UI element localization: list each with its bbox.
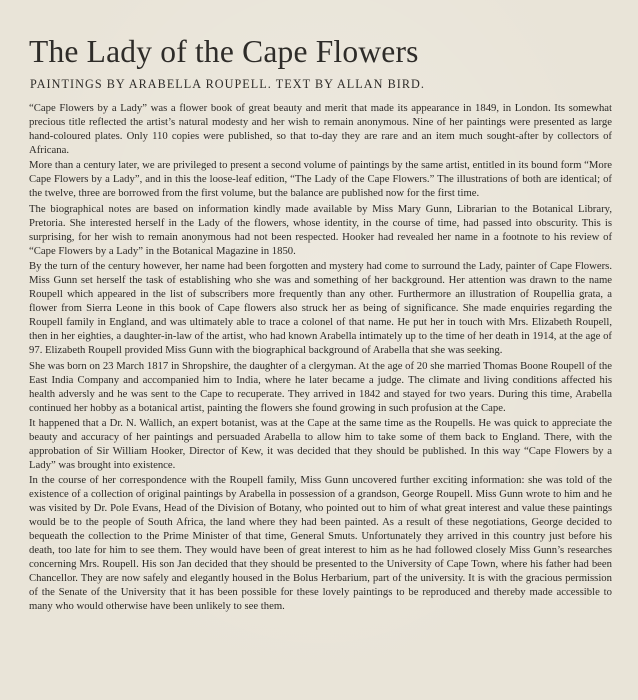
paragraph: “Cape Flowers by a Lady” was a flower book of great beauty and merit that made its appearance in 1849, in London. Its somewhat precious title reflected the artist’s natural modesty and her wish to remain anonymous. Nine of her paintings were presented as large hand-coloured plates. Only 110 copies were published, so that to-day they are rare and an item much sought-after by collectors of Africana.: [29, 102, 612, 156]
byline: PAINTINGS BY ARABELLA ROUPELL. TEXT BY ALLAN BIRD.: [30, 77, 426, 91]
paragraph: In the course of her correspondence with the Roupell family, Miss Gunn uncovered further exciting information: she was told of the existence of a collection of original paintings by Arabella in possession of a grandson, George Roupell. Miss Gunn wrote to him and he was visited by Dr. Pole Evans, Head of the Division of Botany, who pointed out to him of what great interest and value these paintings would be to the people of South Africa, the land where they had been painted. As a result of these negotiations, George decided to bequeath the collection to the Prime Minister of that time, General Smuts. Unfortunately they arrived in this country just before his death, too late for him to see them. They would have been of great interest to him as he had followed closely Miss Gunn’s researches concerning Mrs. Roupell. His son Jan decided that they should be presented to the University of Cape Town, where his father had been Chancellor. They are now safely and elegantly housed in the Bolus Herbarium, part of the university. It is with the gracious permission of the Senate of the University that it has been possible for these lovely paintings to be reproduced and thereby made accessible to many who would otherwise have been unlikely to see them.: [29, 474, 612, 613]
paragraph: She was born on 23 March 1817 in Shropshire, the daughter of a clergyman. At the age of 20 she married Thomas Boone Roupell of the East India Company and accompanied him to India, where he later became a judge. The climate and living conditions affected his health adversly and he was sent to the Cape to recuperate. They arrived in 1842 and stayed for two years. During this time, Arabella continued her hobby as a botanical artist, painting the flowers she found growing in such profusion at the Cape.: [29, 359, 612, 414]
page-title: The Lady of the Cape Flowers: [29, 34, 419, 69]
paragraph: By the turn of the century however, her name had been forgotten and mystery had come to surround the Lady, painter of Cape Flowers. Miss Gunn set herself the task of establishing who she was and something of her background. Her attention was drawn to the name Roupell which appeared in the list of subscribers more frequently than any other. Furthermore an illustration of Roupellia grata, a flower from Sierra Leone in this book of Cape flowers also struck her as being of significance. She made enquiries regarding the Roupell family in England, and was ultimately able to trace a colonel of that name. He put her in touch with Mrs. Elizabeth Roupell, then in her eighties, a daughter-in-law of the artist, who had known Arabella intimately up to the time of her death in 1914, at the age of 97. Elizabeth Roupell provided Miss Gunn with the biographical background of Arabella that she was seeking.: [29, 260, 612, 357]
paragraph: More than a century later, we are privileged to present a second volume of paintings by the same artist, entitled in its bound form “More Cape Flowers by a Lady”, and in this the loose-leaf edition, “The Lady of the Cape Flowers.” The illustrations of both are identical; of the twelve, three are borrowed from the first volume, but the balance are published now for the first time.: [29, 159, 612, 200]
paragraph: It happened that a Dr. N. Wallich, an expert botanist, was at the Cape at the same time as the Roupells. He was quick to appreciate the beauty and accuracy of her paintings and persuaded Arabella to allow him to take some of them back to England. There, with the approbation of Sir William Hooker, Director of Kew, it was decided that they should be published. In this way “Cape Flowers by a Lady” was brought into existence.: [29, 416, 612, 471]
body-text: [29, 101, 612, 613]
paragraph: The biographical notes are based on information kindly made available by Miss Mary Gunn, Librarian to the Botanical Library, Pretoria. She interested herself in the Lady of the flowers, whose identity, in the course of time, had passed into obscurity. This is surprising, for her wish to remain anonymous had not been respected. Hooker had revealed her name in a footnote to his review of “Cape Flowers by a Lady” in the Botanical Magazine in 1850.: [29, 202, 612, 257]
